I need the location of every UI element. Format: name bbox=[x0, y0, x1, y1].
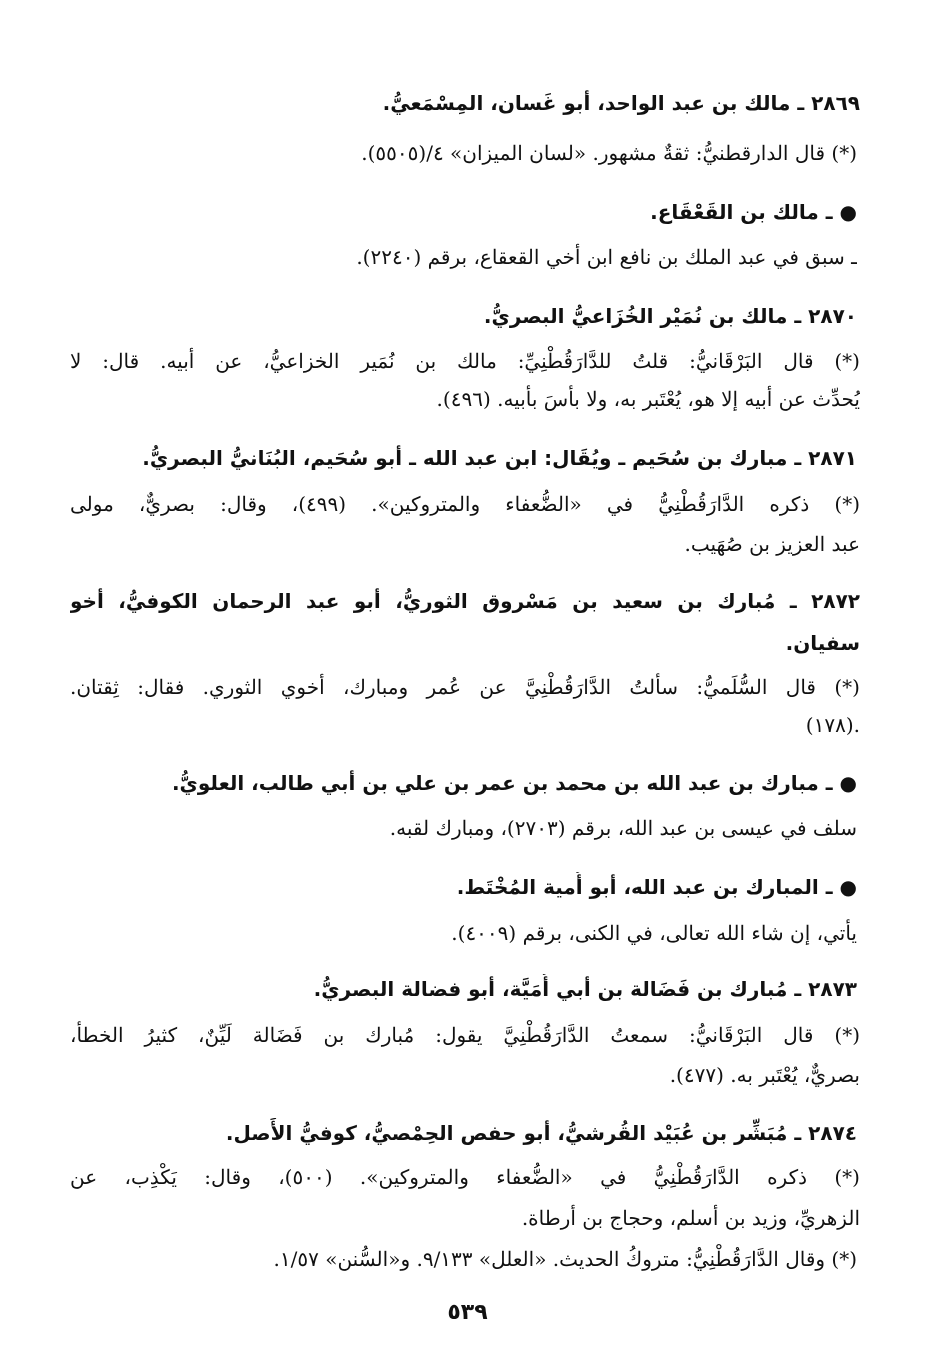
entry-2871-note-line1: (*) ذكره الدَّارَقُطْنِيُّ في «الضُّعفاء والمتروكين». (٤٩٩)، وقال: بصريٌّ، مولى bbox=[70, 492, 860, 516]
bullet-alawi-title: ● ـ مبارك بن عبد الله بن محمد بن عمر بن علي بن أبي طالب، العلويُّ. bbox=[171, 771, 857, 795]
entry-2873-note-line2: بصريٌّ، يُعْتَبر به. (٤٧٧). bbox=[669, 1063, 860, 1087]
entry-2869-title: ٢٨٦٩ ـ مالك بن عبد الواحد، أبو غَسان، المِسْمَعيُّ. bbox=[382, 91, 860, 115]
entry-2870-note-line2: يُحدِّث عن أبيه إلا هو، يُعْتَبر به، ولا بأْسَ بأبيه. (٤٩٦). bbox=[436, 387, 860, 411]
entry-2870-title: ٢٨٧٠ ـ مالك بن نُمَيْر الخُزَاعيُّ البصريُّ. bbox=[483, 304, 857, 328]
entry-2869-note: (*) قال الدارقطنيُّ: ثقةٌ مشهور. «لسان الميزان» ٤/(٥٥٠٥). bbox=[361, 141, 857, 165]
entry-2874-note-line2: الزهريِّ، وزيد بن أسلم، وحجاج بن أرطاة. bbox=[521, 1206, 860, 1230]
entry-2872-note-line1: (*) قال السُّلَميُّ: سألتُ الدَّارَقُطْنِيَّ عن عُمر ومبارك، أخوي الثوري. فقال: ثِقتان. bbox=[70, 675, 860, 699]
entry-2872-note-line2: .(١٧٨) bbox=[805, 713, 860, 737]
entry-2873-note-line1: (*) قال البَرْقَانيُّ: سمعتُ الدَّارَقُطْنِيَّ يقول: مُبارك بن فَضَالة لَيِّنٌ، كثيرُ الخطأ، bbox=[70, 1023, 860, 1047]
entry-2872-title-line1: ٢٨٧٢ ـ مُبارك بن سعيد بن مَسْروق الثوريُّ، أبو عبد الرحمان الكوفيُّ، أخو bbox=[70, 589, 860, 613]
entry-2871-title: ٢٨٧١ ـ مبارك بن سُحَيم ـ ويُقَال: ابن عبد الله ـ أبو سُحَيم، البُنَانيُّ البصريُّ. bbox=[142, 446, 857, 470]
entry-2874-note-line1: (*) ذكره الدَّارَقُطْنِيُّ في «الضُّعفاء والمتروكين». (٥٠٠)، وقال: يَكْذِب، عن bbox=[70, 1165, 860, 1189]
bullet-mukhtat-title: ● ـ المبارك بن عبد الله، أبو أُمية المُخْتَط. bbox=[456, 875, 857, 899]
entry-2872-title-line2: سفيان. bbox=[785, 631, 860, 655]
bullet-qaqa-title: ● ـ مالك بن القَعْقَاع. bbox=[650, 200, 857, 224]
page-number: ٥٣٩ bbox=[447, 1300, 488, 1325]
entry-2873-title: ٢٨٧٣ ـ مُبارك بن فَضَالة بن أبي أُمَيَّة، أبو فضالة البصريُّ. bbox=[313, 977, 857, 1001]
bullet-qaqa-note: ـ سبق في عبد الملك بن نافع ابن أخي القعقاع، برقم (٢٢٤٠). bbox=[356, 245, 857, 269]
bullet-mukhtat-note: يأتي، إن شاء الله تعالى، في الكنى، برقم (٤٠٠٩). bbox=[451, 921, 857, 945]
entry-2871-note-line2: عبد العزيز بن صُهَيب. bbox=[684, 532, 860, 556]
entry-2874-title: ٢٨٧٤ ـ مُبَشِّر بن عُبَيْد القُرشيُّ، أبو حفص الحِمْصيُّ، كوفيُّ الأَصل. bbox=[225, 1121, 857, 1145]
entry-2874-note-line3: (*) وقال الدَّارَقُطْنِيُّ: متروكُ الحديث. «العلل» ٩/١٣٣. و«السُّنن» ١/٥٧. bbox=[273, 1247, 857, 1271]
bullet-alawi-note: سلف في عيسى بن عبد الله، برقم (٢٧٠٣)، ومبارك لقبه. bbox=[389, 816, 857, 840]
entry-2870-note-line1: (*) قال البَرْقَانيُّ: قلتُ للدَّارَقُطْنِيِّ: مالك بن نُمَير الخزاعيُّ، عن أبيه. قال: لا bbox=[70, 349, 860, 373]
